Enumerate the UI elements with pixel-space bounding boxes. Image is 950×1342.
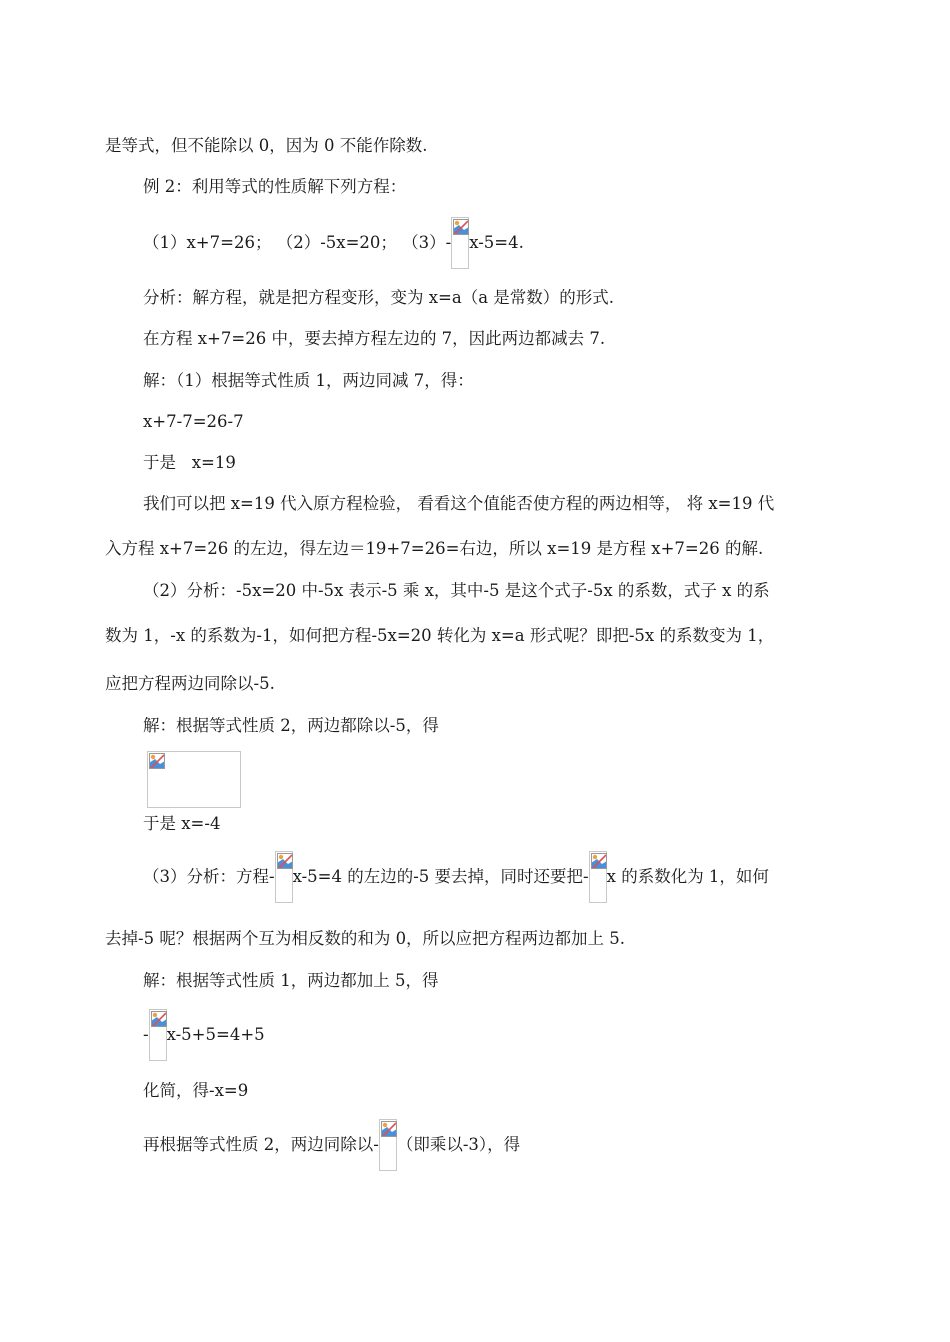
line-text: 解：（1）根据等式性质 1，两边同减 7，得： xyxy=(143,371,474,390)
text-line-20 xyxy=(143,1080,248,1102)
broken-image-icon xyxy=(149,1009,167,1061)
line-text: 分析：解方程，就是把方程变形，变为 x=a（a 是常数）的形式. xyxy=(143,288,615,307)
line-text: 解：根据等式性质 1，两边都加上 5，得 xyxy=(143,971,439,990)
line-text: 于是 x=-4 xyxy=(143,814,221,833)
line-text: 去掉-5 呢？根据两个互为相反数的和为 0，所以应把方程两边都加上 5. xyxy=(105,929,626,948)
line-text: 我们可以把 x=19 代入原方程检验， 看看这个值能否使方程的两边相等， 将 x=19 代 xyxy=(143,494,775,513)
line-text: 再根据等式性质 2，两边同除以- xyxy=(143,1135,379,1154)
line-text: 化简，得-x=9 xyxy=(143,1081,249,1100)
line-text: x+7-7=26-7 xyxy=(143,412,244,431)
line-text: 于是 x=19 xyxy=(143,453,236,472)
text-line-4 xyxy=(143,287,614,309)
broken-image-icon xyxy=(379,1119,397,1171)
text-line-21 xyxy=(143,1117,520,1173)
line-text: （3）分析：方程- xyxy=(143,867,275,886)
text-line-16 xyxy=(143,849,769,905)
line-text: 是等式，但不能除以 0，因为 0 不能作除数. xyxy=(105,136,428,155)
text-line-5 xyxy=(143,328,605,350)
line-text: （2）分析：-5x=20 中-5x 表示-5 乘 x，其中-5 是这个式子-5x 的系数，式子 x 的系 xyxy=(143,581,770,600)
line-text: （即乘以-3），得 xyxy=(396,1135,521,1154)
text-line-12 xyxy=(105,625,774,647)
text-line-7 xyxy=(143,411,244,433)
text-line-17 xyxy=(105,928,625,950)
text-line-8 xyxy=(143,452,236,474)
line-text: - xyxy=(143,1025,149,1044)
text-line-14 xyxy=(143,715,439,737)
line-text: x 的系数化为 1，如何 xyxy=(606,867,769,886)
line-text: x-5+5=4+5 xyxy=(166,1025,265,1044)
text-line-2 xyxy=(143,176,406,198)
broken-image-icon xyxy=(589,851,607,903)
text-line-15 xyxy=(143,813,220,835)
line-text: 解：根据等式性质 2，两边都除以-5，得 xyxy=(143,716,439,735)
text-line-18 xyxy=(143,970,439,992)
line-text: x-5=4. xyxy=(469,233,524,252)
text-line-1 xyxy=(105,135,427,157)
text-line-19 xyxy=(143,1007,265,1063)
text-line-10 xyxy=(105,538,763,560)
text-line-13 xyxy=(105,673,275,695)
line-text: 数为 1，-x 的系数为-1，如何把方程-5x=20 转化为 x=a 形式呢？即把-5x 的系数变为 1， xyxy=(105,626,775,645)
line-text: 在方程 x+7=26 中，要去掉方程左边的 7，因此两边都减去 7. xyxy=(143,329,606,348)
line-text: x-5=4 的左边的-5 要去掉，同时还要把- xyxy=(292,867,589,886)
broken-image-icon xyxy=(451,217,469,269)
equation-image-block xyxy=(147,751,241,808)
text-line-9 xyxy=(143,493,774,515)
text-line-3 xyxy=(143,215,524,271)
line-text: 入方程 x+7=26 的左边，得左边＝19+7=26=右边，所以 x=19 是方程 x+7=26 的解. xyxy=(105,539,764,558)
broken-image-icon xyxy=(147,751,241,808)
broken-image-icon xyxy=(275,851,293,903)
line-text: （1）x+7=26； （2）-5x=20； （3）- xyxy=(143,233,452,252)
line-text: 应把方程两边同除以-5. xyxy=(105,674,275,693)
text-line-11 xyxy=(143,580,770,602)
text-line-6 xyxy=(143,370,474,392)
line-text: 例 2：利用等式的性质解下列方程： xyxy=(143,177,407,196)
